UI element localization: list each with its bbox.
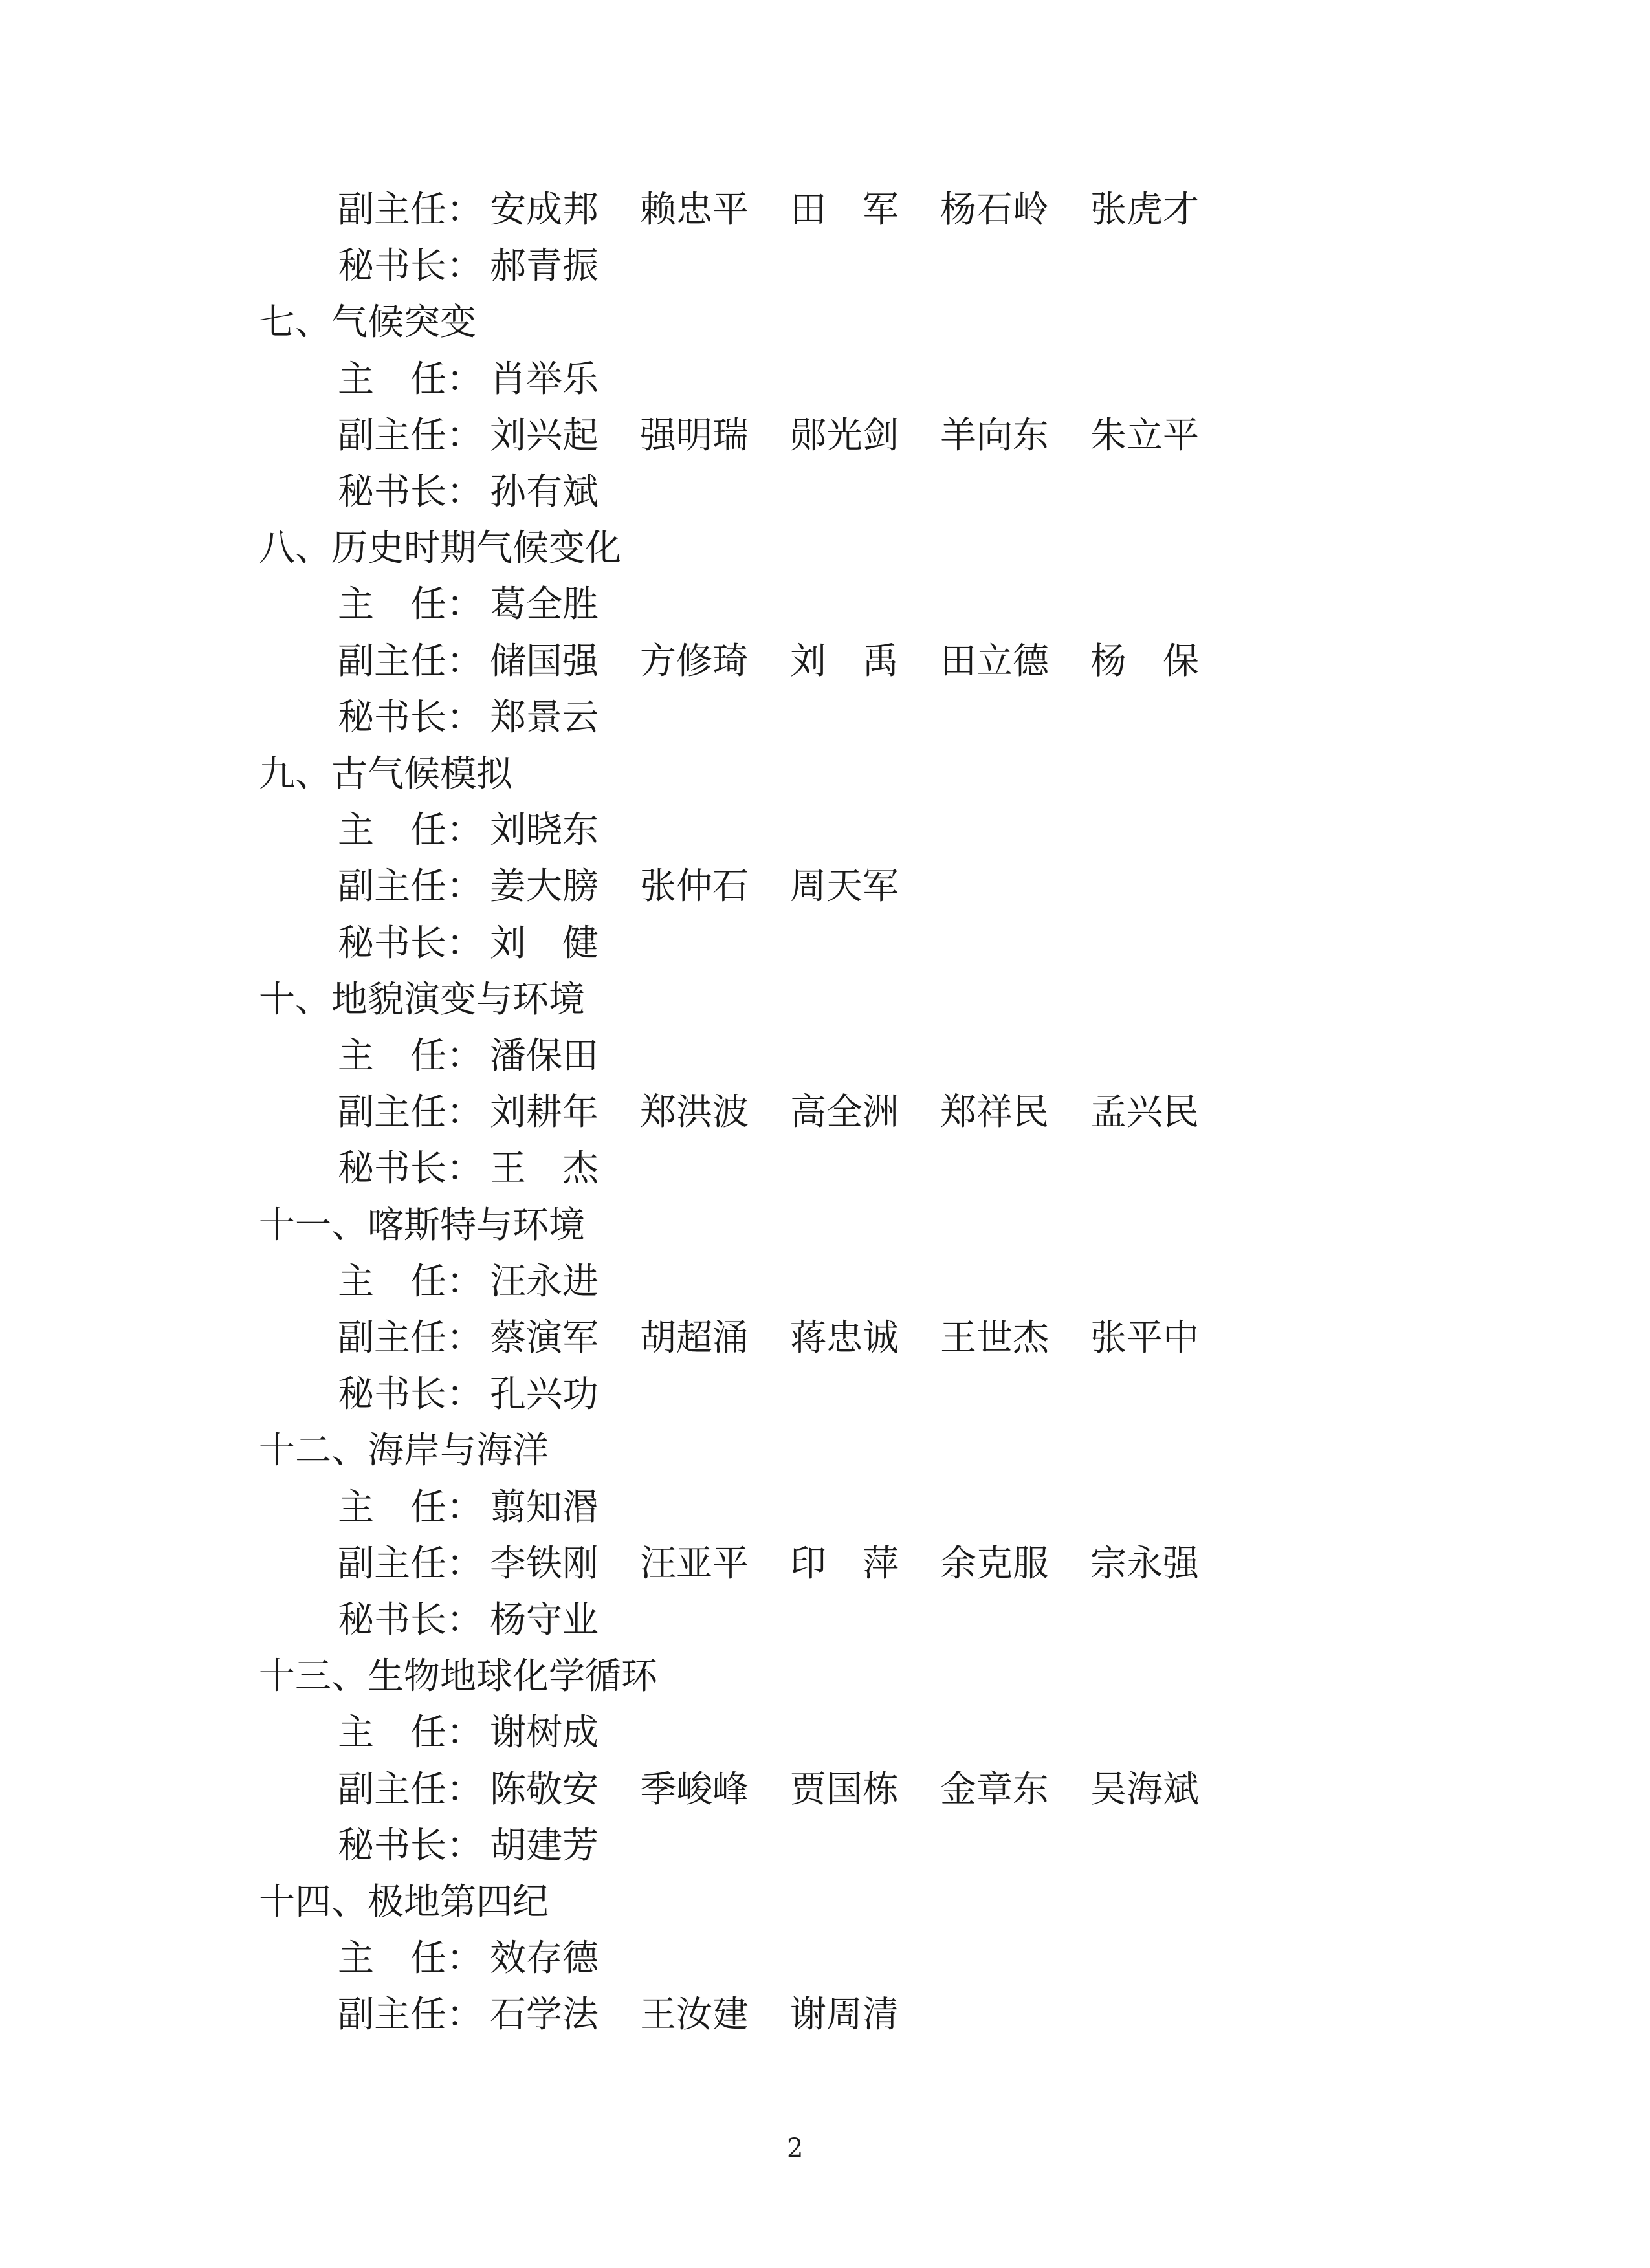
role-label: 副主任：: [338, 189, 483, 231]
member-names: [490, 188, 1253, 233]
role-line: [338, 1542, 1199, 1587]
member-names: [490, 1485, 1253, 1531]
member-names: [490, 582, 1253, 627]
role-label: 副主任：: [338, 1768, 483, 1811]
member-names: [490, 695, 1253, 741]
role-line: [338, 1372, 599, 1417]
member-name: 印 萍: [790, 1542, 899, 1585]
role-line: [338, 1146, 599, 1192]
member-name: 羊向东: [940, 414, 1049, 457]
section-heading: 十三、生物地球化学循环: [259, 1655, 657, 1698]
role-line: [338, 1316, 1199, 1361]
member-name: 金章东: [940, 1768, 1049, 1811]
member-names: [490, 1824, 1253, 1869]
member-name: 杨 保: [1090, 640, 1199, 682]
role-label: 秘书长：: [338, 696, 483, 739]
member-name: 蒋忠诚: [790, 1317, 899, 1359]
role-line: [338, 864, 899, 910]
role-label: 秘书长：: [338, 1824, 483, 1867]
role-label: 秘书长：: [338, 1599, 483, 1641]
member-name: 高全洲: [790, 1091, 899, 1134]
member-name: 郑祥民: [940, 1091, 1049, 1134]
member-name: 肖举乐: [490, 358, 599, 400]
role-line: [338, 921, 599, 966]
member-name: 田立德: [940, 640, 1049, 682]
member-name: 张虎才: [1090, 189, 1199, 231]
role-line: [338, 357, 599, 402]
member-name: 张仲石: [640, 866, 749, 908]
role-label: 副主任：: [338, 640, 483, 682]
role-label: 副主任：: [338, 414, 483, 457]
member-names: [490, 1767, 1253, 1813]
role-label: 秘书长：: [338, 922, 483, 965]
member-name: 刘耕年: [490, 1091, 599, 1134]
member-names: [490, 639, 1253, 684]
member-name: 杨守业: [490, 1599, 599, 1641]
role-line: [338, 1090, 1199, 1135]
member-name: 王汝建: [640, 1994, 749, 2036]
member-name: 郑景云: [490, 696, 599, 739]
role-line: [338, 244, 599, 289]
role-label: 副主任：: [338, 1091, 483, 1134]
member-name: 汪亚平: [640, 1542, 749, 1585]
member-name: 刘晓东: [490, 809, 599, 852]
member-name: 刘 健: [490, 922, 599, 965]
role-label: 主 任：: [338, 1937, 483, 1980]
member-name: 胡超涌: [640, 1317, 749, 1359]
role-label: 副主任：: [338, 866, 483, 908]
member-name: 张平中: [1090, 1317, 1199, 1359]
role-line: [338, 639, 1199, 684]
role-label: 秘书长：: [338, 245, 483, 288]
member-names: [490, 1710, 1253, 1756]
member-name: 王世杰: [940, 1317, 1049, 1359]
role-line: [338, 470, 599, 515]
member-name: 吴海斌: [1090, 1768, 1199, 1811]
member-name: 储国强: [490, 640, 599, 682]
member-name: 郝青振: [490, 245, 599, 288]
member-name: 谢周清: [790, 1994, 899, 2036]
member-name: 王 杰: [490, 1148, 599, 1190]
member-name: 孟兴民: [1090, 1091, 1199, 1134]
member-name: 郧光剑: [790, 414, 899, 457]
role-label: 秘书长：: [338, 1373, 483, 1416]
section-heading: 十一、喀斯特与环境: [259, 1204, 585, 1247]
member-name: 陈敬安: [490, 1768, 599, 1811]
member-names: [490, 1936, 1253, 1981]
member-name: 谢树成: [490, 1712, 599, 1754]
role-label: 主 任：: [338, 583, 483, 626]
member-name: 效存德: [490, 1937, 599, 1980]
member-name: 潘保田: [490, 1035, 599, 1077]
member-name: 余克服: [940, 1542, 1049, 1585]
role-label: 副主任：: [338, 1317, 483, 1359]
member-names: [490, 808, 1253, 853]
member-name: 刘兴起: [490, 414, 599, 457]
member-name: 翦知湣: [490, 1486, 599, 1529]
section-heading: 十、地貌演变与环境: [259, 978, 585, 1021]
member-name: 葛全胜: [490, 583, 599, 626]
member-names: [490, 1992, 1253, 2038]
member-names: [490, 1316, 1253, 1361]
member-names: [490, 921, 1253, 966]
role-line: [338, 1710, 599, 1756]
member-names: [490, 413, 1253, 459]
member-name: 蔡演军: [490, 1317, 599, 1359]
member-names: [490, 1598, 1253, 1643]
member-names: [490, 470, 1253, 515]
member-name: 强明瑞: [640, 414, 749, 457]
member-names: [490, 357, 1253, 402]
section-heading: 七、气候突变: [259, 301, 476, 344]
section-heading: 十二、海岸与海洋: [259, 1430, 549, 1472]
role-line: [338, 1485, 599, 1531]
member-name: 郑洪波: [640, 1091, 749, 1134]
member-name: 方修琦: [640, 640, 749, 682]
role-line: [338, 1936, 599, 1981]
member-name: 孙有斌: [490, 471, 599, 513]
member-name: 周天军: [790, 866, 899, 908]
member-names: [490, 1146, 1253, 1192]
role-label: 秘书长：: [338, 471, 483, 513]
member-name: 李铁刚: [490, 1542, 599, 1585]
section-heading: 十四、极地第四纪: [259, 1881, 549, 1923]
role-label: 主 任：: [338, 809, 483, 852]
role-label: 主 任：: [338, 358, 483, 400]
member-name: 宗永强: [1090, 1542, 1199, 1585]
role-label: 主 任：: [338, 1712, 483, 1754]
role-label: 副主任：: [338, 1542, 483, 1585]
member-names: [490, 864, 1253, 910]
role-line: [338, 1992, 899, 2038]
section-heading: 九、古气候模拟: [259, 753, 512, 795]
member-names: [490, 1034, 1253, 1079]
role-line: [338, 1034, 599, 1079]
role-label: 副主任：: [338, 1994, 483, 2036]
role-line: [338, 808, 599, 853]
role-label: 主 任：: [338, 1486, 483, 1529]
member-name: 赖忠平: [640, 189, 749, 231]
member-names: [490, 1259, 1253, 1305]
member-name: 田 军: [790, 189, 899, 231]
role-line: [338, 188, 1199, 233]
member-name: 汪永进: [490, 1260, 599, 1303]
member-name: 杨石岭: [940, 189, 1049, 231]
member-name: 刘 禹: [790, 640, 899, 682]
member-name: 姜大膀: [490, 866, 599, 908]
member-names: [490, 244, 1253, 289]
section-heading: 八、历史时期气候变化: [259, 527, 621, 570]
member-name: 石学法: [490, 1994, 599, 2036]
member-name: 胡建芳: [490, 1824, 599, 1867]
member-names: [490, 1372, 1253, 1417]
role-label: 主 任：: [338, 1260, 483, 1303]
role-label: 主 任：: [338, 1035, 483, 1077]
role-line: [338, 1767, 1199, 1813]
role-line: [338, 1598, 599, 1643]
member-name: 贾国栋: [790, 1768, 899, 1811]
member-name: 孔兴功: [490, 1373, 599, 1416]
page-number: 2: [787, 2133, 804, 2163]
member-name: 安成邦: [490, 189, 599, 231]
member-names: [490, 1090, 1253, 1135]
role-line: [338, 1824, 599, 1869]
role-line: [338, 413, 1199, 459]
member-name: 朱立平: [1090, 414, 1199, 457]
role-line: [338, 582, 599, 627]
role-line: [338, 695, 599, 741]
role-label: 秘书长：: [338, 1148, 483, 1190]
member-names: [490, 1542, 1253, 1587]
member-name: 季峻峰: [640, 1768, 749, 1811]
role-line: [338, 1259, 599, 1305]
